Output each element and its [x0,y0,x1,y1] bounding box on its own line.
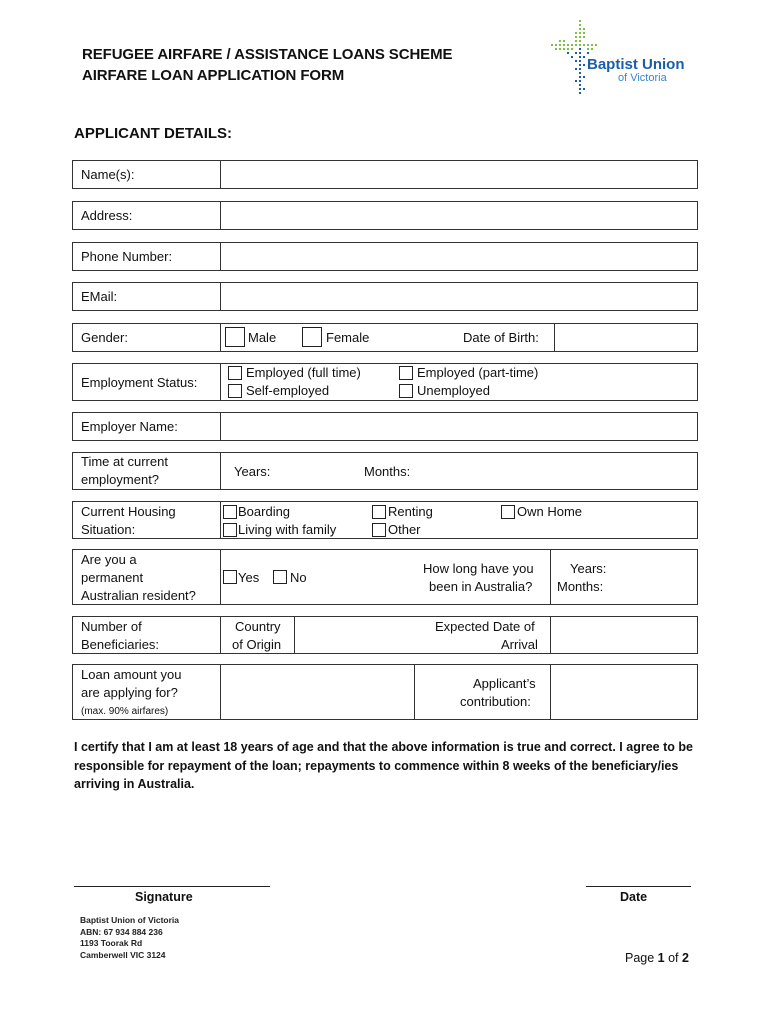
loan-row [72,664,698,720]
resident-yes-checkbox[interactable] [223,570,237,584]
employment-selfemployed-label: Self-employed [246,383,330,398]
address-field[interactable] [220,202,697,229]
housing-row [72,501,698,539]
gender-male-checkbox[interactable] [225,327,245,347]
page-prefix: Page [625,951,658,965]
employment-row [72,363,698,401]
names-label: Name(s): [81,167,135,182]
address-label: Address: [81,208,133,223]
howlong-label-line-1: How long have you [423,561,534,576]
title-line-2: AIRFARE LOAN APPLICATION FORM [82,67,345,84]
employment-time-field[interactable] [220,453,697,489]
page-total: 2 [682,951,689,965]
names-row [72,160,698,189]
names-field[interactable] [220,161,697,188]
country-label-line-1: Country [235,619,281,634]
resident-no-checkbox[interactable] [273,570,287,584]
footer-address [80,915,179,961]
resident-label-line-2: permanent [81,570,144,585]
time-years-label: Years: [234,464,271,479]
signature-line[interactable] [74,886,270,887]
signature-label: Signature [135,890,193,904]
date-label: Date [620,890,648,904]
employment-time-row [72,452,698,490]
section-title: APPLICANT DETAILS: [74,125,233,142]
employment-fulltime-checkbox[interactable] [228,366,242,380]
email-field[interactable] [220,283,697,310]
logo-name-line-2: of Victoria [618,72,667,84]
employment-unemployed-checkbox[interactable] [399,384,413,398]
page-current: 1 [657,951,665,965]
dob-field[interactable] [554,324,697,351]
gender-female-checkbox[interactable] [302,327,322,347]
arrival-label-line-2: Arrival [501,637,538,652]
howlong-label-line-2: been in Australia? [429,579,533,594]
phone-row [72,242,698,271]
page-of: of [664,951,682,965]
arrival-label-line-1: Expected Date of [435,619,535,634]
resident-label-line-3: Australian resident? [81,588,196,603]
housing-living-family-checkbox[interactable] [223,523,237,537]
employment-parttime-checkbox[interactable] [399,366,413,380]
contribution-label-line-1: Applicant’s [473,676,536,691]
housing-label-line-1: Current Housing [81,504,176,519]
employment-parttime-label: Employed (part-time) [417,365,539,380]
housing-boarding-label: Boarding [238,504,291,519]
phone-label: Phone Number: [81,249,173,264]
address-row [72,201,698,230]
date-line[interactable] [586,886,691,887]
email-row [72,282,698,311]
loan-label-line-1: Loan amount you [81,667,182,682]
arrival-field[interactable] [550,617,697,653]
employer-row [72,412,698,441]
resident-row [72,549,698,605]
country-label-line-2: of Origin [232,637,282,652]
resident-no-label: No [290,570,307,585]
contribution-label-line-2: contribution: [460,694,531,709]
country-field[interactable] [294,617,295,653]
page-number [625,951,689,965]
gender-female-label: Female [326,330,370,345]
beneficiaries-row [72,616,698,654]
time-label-line-2: employment? [81,472,160,487]
employer-label: Employer Name: [81,419,178,434]
title-line-1: REFUGEE AIRFARE / ASSISTANCE LOANS SCHEME [82,46,453,63]
howlong-months-label: Months: [557,579,604,594]
housing-label-line-2: Situation: [81,522,136,537]
loan-label-line-3: (max. 90% airfares) [81,706,169,717]
beneficiaries-label-line-1: Number of [81,619,142,634]
email-label: EMail: [81,289,118,304]
housing-renting-label: Renting [388,504,433,519]
beneficiaries-field[interactable] [220,617,221,653]
loan-label-line-2: are applying for? [81,685,178,700]
certification-text: I certify that I am at least 18 years of age and that the above information is true and correct. I agree to be responsible for repayment of the loan; repayments to commence within 8 weeks of the beneficiary/ies arriving in Australia. [74,740,693,791]
employment-unemployed-label: Unemployed [417,383,490,398]
gender-label: Gender: [81,330,128,345]
form-title [82,44,452,86]
employer-field[interactable] [220,413,697,440]
howlong-years-label: Years: [570,561,607,576]
employment-label: Employment Status: [81,375,198,390]
loan-divider [414,665,415,719]
housing-other-checkbox[interactable] [372,523,386,537]
resident-yes-label: Yes [238,570,260,585]
beneficiaries-label-line-2: Beneficiaries: [81,637,160,652]
housing-own-home-label: Own Home [517,504,583,519]
housing-own-home-checkbox[interactable] [501,505,515,519]
time-label-line-1: Time at current [81,454,168,469]
footer-abn: ABN: 67 934 884 236 [80,926,163,937]
contribution-field[interactable] [550,665,697,719]
gender-male-label: Male [248,330,277,345]
footer-address-line-2: Camberwell VIC 3124 [80,949,166,960]
loan-amount-field[interactable] [220,665,221,719]
housing-other-label: Other [388,522,421,537]
housing-living-family-label: Living with family [238,522,337,537]
employment-selfemployed-checkbox[interactable] [228,384,242,398]
time-months-label: Months: [364,464,411,479]
logo-name-line-1: Baptist Union [587,56,685,73]
gender-row [72,323,698,352]
footer-org: Baptist Union of Victoria [80,915,180,925]
employment-fulltime-label: Employed (full time) [246,365,361,380]
footer-address-line-1: 1193 Toorak Rd [80,938,143,948]
housing-renting-checkbox[interactable] [372,505,386,519]
housing-boarding-checkbox[interactable] [223,505,237,519]
dob-label: Date of Birth: [463,330,539,345]
resident-label-line-1: Are you a [81,552,137,567]
phone-field[interactable] [220,243,697,270]
